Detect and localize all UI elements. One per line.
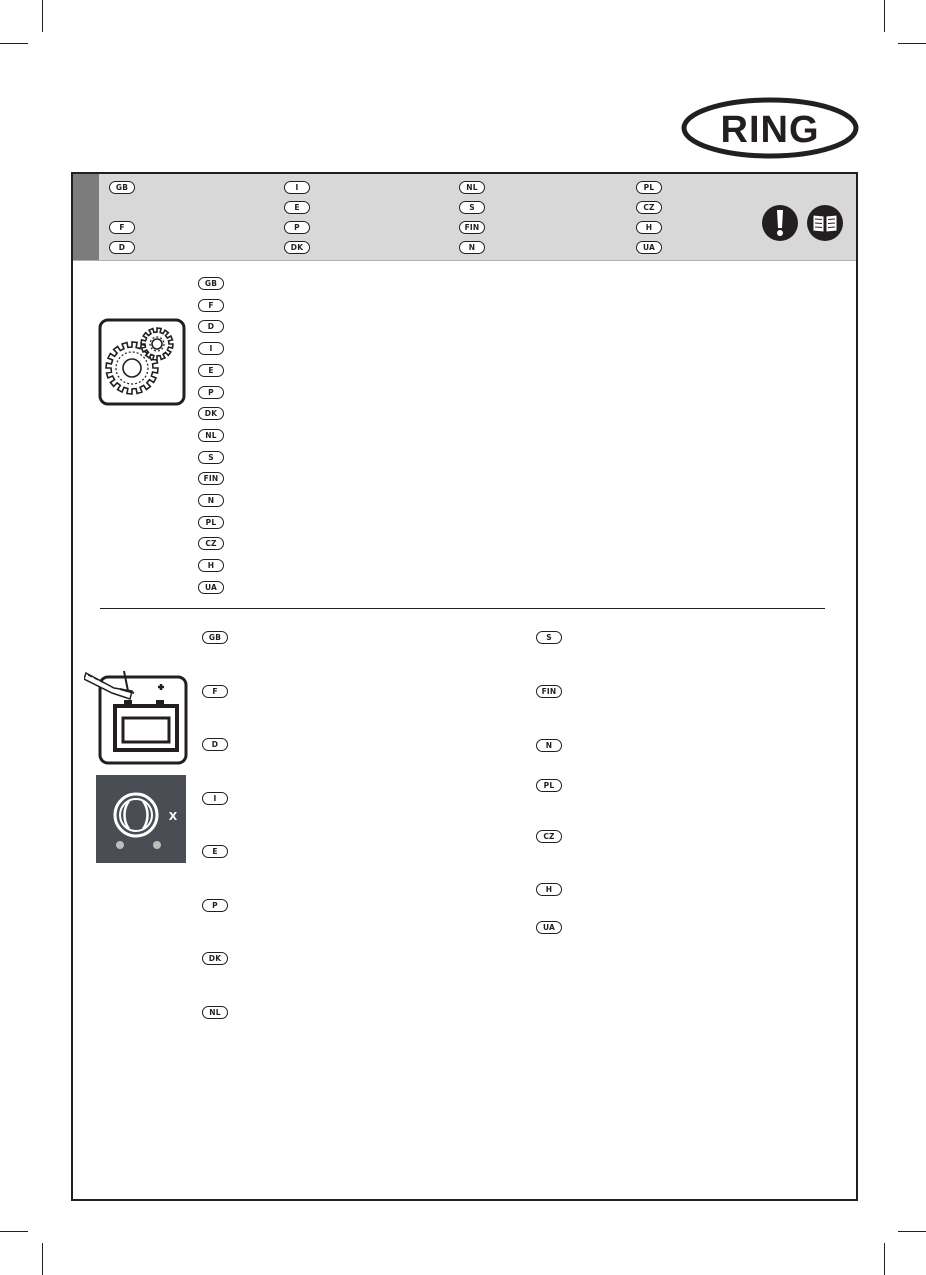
language-code-h: H xyxy=(198,559,224,572)
language-code-dk: DK xyxy=(202,952,228,965)
language-code-f: F xyxy=(109,221,135,234)
language-code-f: F xyxy=(202,685,228,698)
language-code-dk: DK xyxy=(198,407,224,420)
crop-mark xyxy=(0,43,28,44)
logo-text: RING xyxy=(720,109,820,151)
language-code-n: N xyxy=(536,739,562,752)
ring-logo xyxy=(681,97,859,159)
language-code-s: S xyxy=(198,451,224,464)
language-code-dk: DK xyxy=(284,241,310,254)
language-code-d: D xyxy=(198,320,224,333)
language-code-ua: UA xyxy=(636,241,662,254)
crop-mark xyxy=(0,1231,28,1232)
language-code-gb: GB xyxy=(198,277,224,290)
language-code-fin: FIN xyxy=(198,472,224,485)
crop-mark xyxy=(42,0,43,32)
language-code-ua: UA xyxy=(536,921,562,934)
language-code-nl: NL xyxy=(198,429,224,442)
content-frame xyxy=(71,172,858,1201)
language-code-s: S xyxy=(459,201,485,214)
language-code-s: S xyxy=(536,631,562,644)
battery-clamp-icon xyxy=(84,661,188,765)
language-code-e: E xyxy=(202,845,228,858)
control-panel-icon xyxy=(96,775,186,863)
language-code-cz: CZ xyxy=(536,830,562,843)
crop-mark xyxy=(898,43,926,44)
language-code-nl: NL xyxy=(459,181,485,194)
exclamation-icon xyxy=(761,204,799,242)
gears-icon xyxy=(98,318,186,406)
language-code-cz: CZ xyxy=(198,537,224,550)
language-code-fin: FIN xyxy=(459,221,485,234)
section-divider xyxy=(100,608,825,609)
language-code-p: P xyxy=(284,221,310,234)
language-code-n: N xyxy=(459,241,485,254)
language-code-gb: GB xyxy=(202,631,228,644)
language-code-i: I xyxy=(284,181,310,194)
language-code-e: E xyxy=(284,201,310,214)
language-code-pl: PL xyxy=(198,516,224,529)
language-code-cz: CZ xyxy=(636,201,662,214)
language-code-h: H xyxy=(636,221,662,234)
language-code-i: I xyxy=(198,342,224,355)
language-header xyxy=(73,174,856,261)
language-code-n: N xyxy=(198,494,224,507)
language-code-gb: GB xyxy=(109,181,135,194)
language-code-fin: FIN xyxy=(536,685,562,698)
crop-mark xyxy=(884,0,885,32)
language-code-i: I xyxy=(202,792,228,805)
language-code-p: P xyxy=(202,899,228,912)
language-code-p: P xyxy=(198,386,224,399)
crop-mark xyxy=(898,1231,926,1232)
language-code-h: H xyxy=(536,883,562,896)
language-code-d: D xyxy=(109,241,135,254)
language-code-e: E xyxy=(198,364,224,377)
language-code-nl: NL xyxy=(202,1006,228,1019)
language-code-ua: UA xyxy=(198,581,224,594)
manual-book-icon xyxy=(806,204,844,242)
crop-mark xyxy=(884,1243,885,1275)
language-code-pl: PL xyxy=(536,779,562,792)
panel-mark: X xyxy=(168,810,178,823)
language-code-f: F xyxy=(198,299,224,312)
crop-mark xyxy=(42,1243,43,1275)
language-code-pl: PL xyxy=(636,181,662,194)
language-code-d: D xyxy=(202,738,228,751)
header-tab xyxy=(73,174,99,260)
